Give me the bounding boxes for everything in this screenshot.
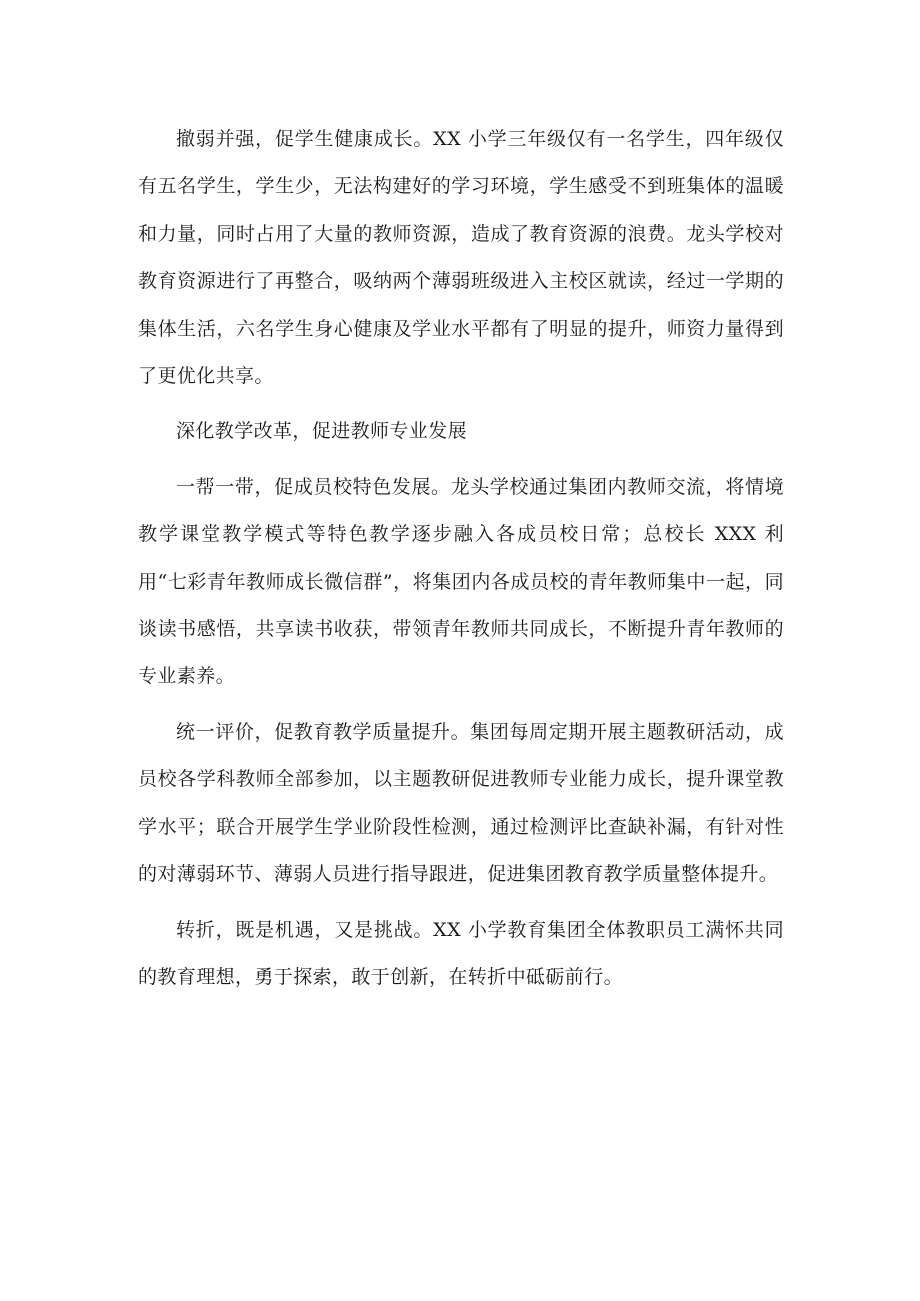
document-body [138,116,784,1009]
section-heading-teaching-reform: 深化教学改革，促进教师专业发展 [176,420,468,443]
paragraph-merge-weak-schools: 撤弱并强，促学生健康成长。XX 小学三年级仅有一名学生，四年级仅有五名学生，学生少，无法构建好的学习环境，学生感受不到班集体的温暖和力量，同时占用了大量的教师资源，造成了教育资源的浪费。龙头学校对教育资源进行了再整合，吸纳两个薄弱班级进入主校区就读，经过一学期的集体生活，六名学生身心健康及学业水平都有了明显的提升，师资力量得到了更优化共享。 [138,128,784,388]
paragraph-mentoring: 一帮一带，促成员校特色发展。龙头学校通过集团内教师交流，将情境教学课堂教学模式等特色教学逐步融入各成员校日常；总校长 XXX 利用“七彩青年教师成长微信群”，将集团内各成员校的青年教师集中一起，同谈读书感悟，共享读书收获，带领青年教师共同成长，不断提升青年教师的专业素养。 [138,475,784,688]
paragraph-unified-evaluation: 统一评价，促教育教学质量提升。集团每周定期开展主题教研活动，成员校各学科教师全部参加，以主题教研促进教师专业能力成长，提升课堂教学水平；联合开展学生学业阶段性检测，通过检测评比查缺补漏，有针对性的对薄弱环节、薄弱人员进行指导跟进，促进集团教育教学质量整体提升。 [138,720,784,886]
paragraph-conclusion: 转折，既是机遇，又是挑战。XX 小学教育集团全体教职员工满怀共同的教育理想，勇于探索，敢于创新，在转折中砥砺前行。 [138,918,784,988]
